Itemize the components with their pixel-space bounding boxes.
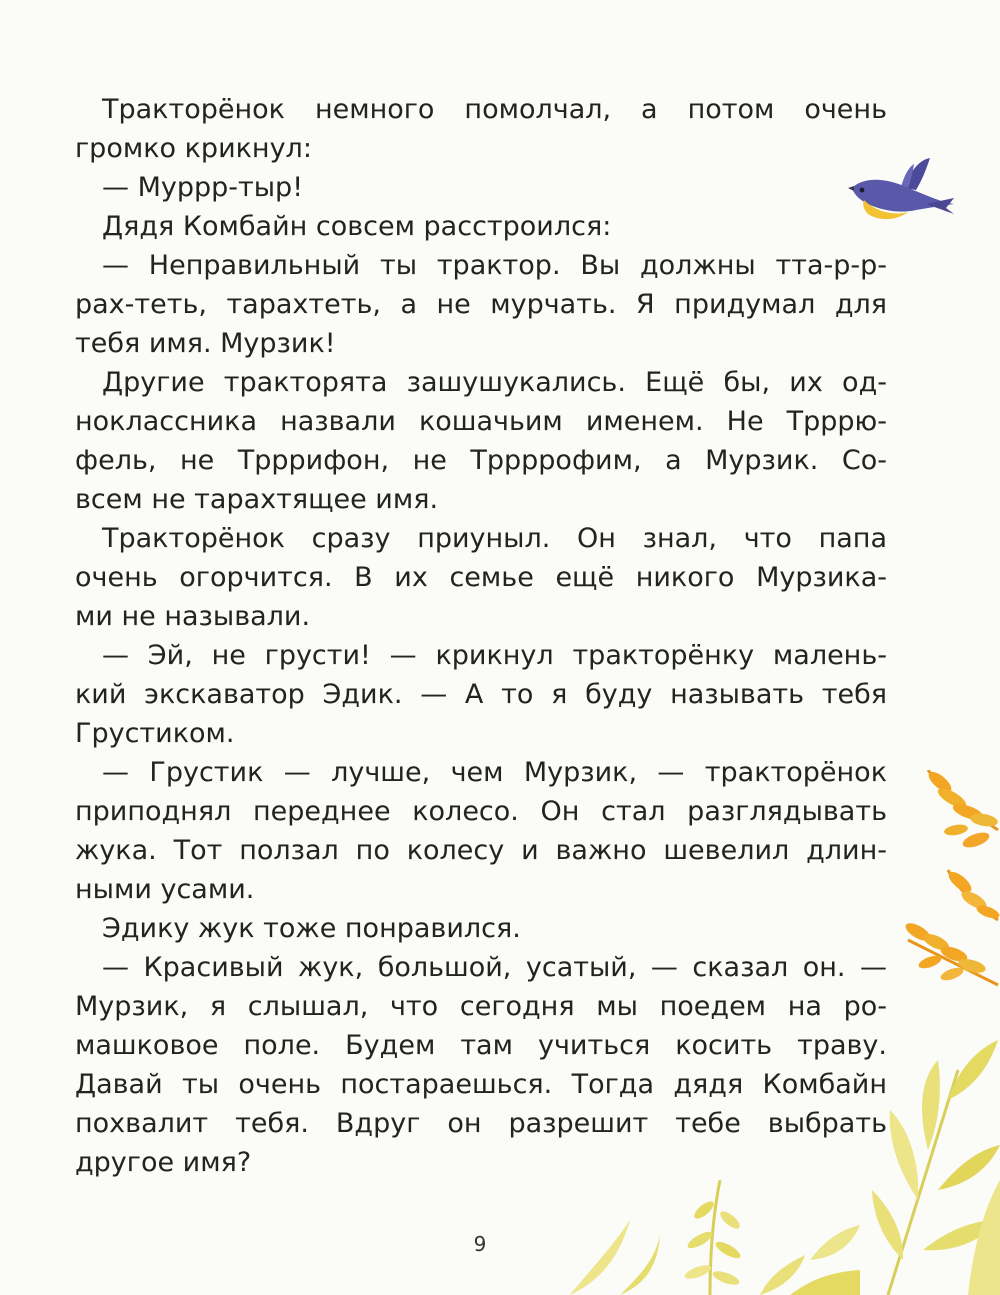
text-line: Другие тракторята зашушукались. Ещё бы, их од- (102, 367, 887, 398)
leaves-icon (560, 1180, 860, 1295)
text-line: похвалит тебя. Вдруг он разрешит тебе выбрать (75, 1108, 887, 1139)
text-line: очень огорчится. В их семье ещё никого Мурзика- (75, 562, 887, 593)
text-line: Мурзик, я слышал, что сегодня мы поедем на ро- (75, 991, 887, 1022)
text-line: рах-теть, тарахтеть, а не мурчать. Я придумал для (75, 289, 887, 320)
text-line: жука. Тот ползал по колесу и важно шевелил длин- (75, 835, 887, 866)
text-line: — Красивый жук, большой, усатый, — сказал он. — (102, 952, 887, 983)
bird-icon (842, 158, 957, 233)
text-line: Тракторёнок немного помолчал, а потом очень (102, 94, 887, 125)
text-line: кий экскаватор Эдик. — А то я буду называть тебя (75, 679, 887, 710)
leaves-icon (848, 770, 1000, 1295)
text-line: фель, не Трррифон, не Тррррофим, а Мурзик. Со- (75, 445, 887, 476)
text-line: машковое поле. Будем там учиться косить траву. (75, 1030, 887, 1061)
text-line: Эдику жук тоже понравился. (102, 913, 521, 944)
text-line: — Муррр-тыр! (102, 172, 304, 203)
text-line: ноклассника назвали кошачьим именем. Не Трррю- (75, 406, 887, 437)
text-line: ными усами. (75, 874, 255, 905)
text-line: ми не называли. (75, 601, 311, 632)
text-line: другое имя? (75, 1147, 252, 1178)
text-line: Тракторёнок сразу приуныл. Он знал, что папа (102, 523, 887, 554)
text-line: тебя имя. Мурзик! (75, 328, 336, 359)
text-line: всем не тарахтящее имя. (75, 484, 439, 515)
text-line: Грустиком. (75, 718, 235, 749)
text-line: Дядя Комбайн совсем расстроился: (102, 211, 612, 242)
text-line: громко крикнул: (75, 133, 312, 164)
text-line: Давай ты очень постараешься. Тогда дядя Комбайн (75, 1069, 887, 1100)
page-number: 9 (473, 1232, 487, 1256)
story-text (75, 90, 887, 1182)
text-line: — Грустик — лучше, чем Мурзик, — тракторёнок (102, 757, 887, 788)
text-line: — Неправильный ты трактор. Вы должны тта-р-р- (102, 250, 887, 281)
text-line: — Эй, не грусти! — крикнул тракторёнку малень- (102, 640, 887, 671)
text-line: приподнял переднее колесо. Он стал разглядывать (75, 796, 887, 827)
